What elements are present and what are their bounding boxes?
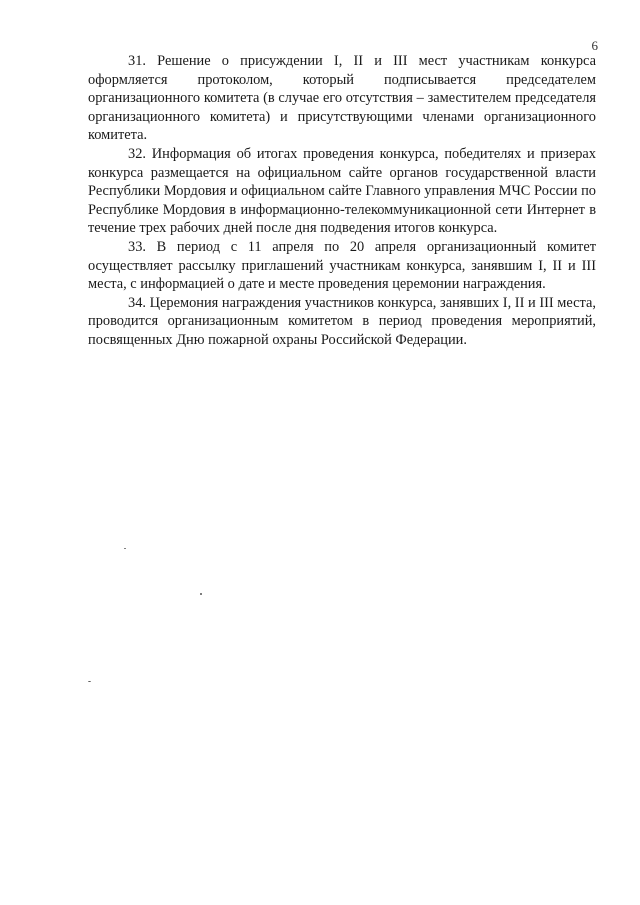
scan-speck	[124, 548, 126, 549]
document-body	[88, 52, 596, 350]
paragraph-31: 31. Решение о присуждении I, II и III мест участникам конкурса оформляется протоколом, который подписывается председателем организационного комитета (в случае его отсутствия – заместителем председателя организационного комитета) и присутствующими членами организационного комитета.	[88, 53, 596, 144]
page-number: 6	[591, 38, 598, 53]
paragraph-33: 33. В период с 11 апреля по 20 апреля организационный комитет осуществляет рассылку приглашений участникам конкурса, занявшим I, II и III места, с информацией о дате и месте проведения церемонии награждения.	[88, 238, 596, 293]
scan-speck	[88, 681, 91, 682]
scan-speck	[200, 593, 202, 595]
paragraph-34: 34. Церемония награждения участников конкурса, занявших I, II и III места, проводится организационным комитетом в период проведения мероприятий, посвященных Дню пожарной охраны Российской Федерации.	[88, 294, 596, 348]
paragraph-32: 32. Информация об итогах проведения конкурса, победителях и призерах конкурса размещается на официальном сайте органов государственной власти Республики Мордовия и официальном сайте Главного управления МЧС России по Республике Мордовия в информационно-телекоммуникационной сети Интернет в течение трех рабочих дней после дня подведения итогов конкурса.	[88, 145, 596, 237]
